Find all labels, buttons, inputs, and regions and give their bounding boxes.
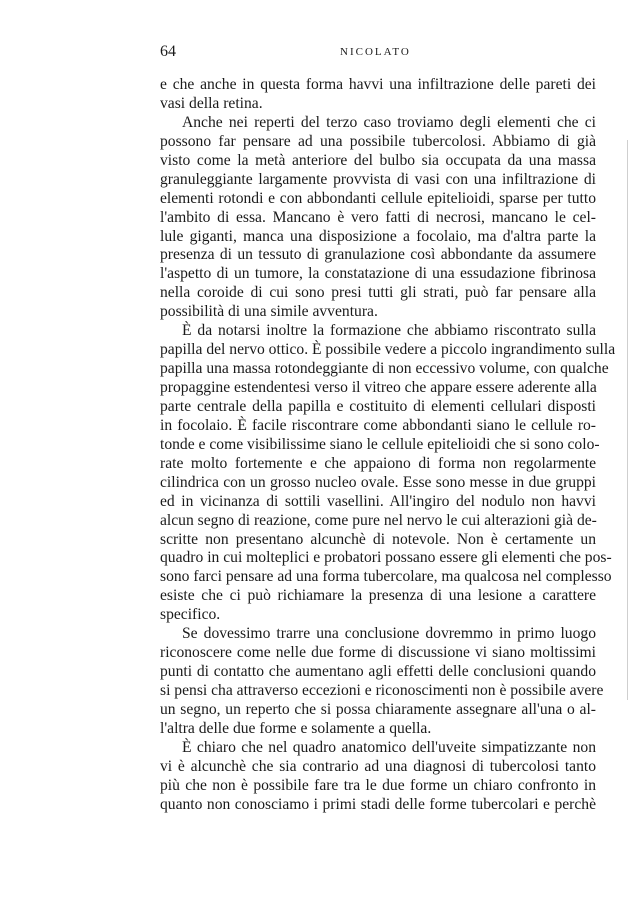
text-line: vi è alcunchè che sia contrario ad una diagnosi di tubercolosi tanto xyxy=(160,757,596,775)
text-line: riconoscere come nelle due forme di discussione vi siano moltissimi xyxy=(160,644,596,662)
scan-edge-shadow xyxy=(627,140,628,700)
text-line: lule giganti, manca una disposizione a focolaio, ma d'altra parte la xyxy=(160,227,596,245)
text-line: Se dovessimo trarre una conclusione dovremmo in primo luogo xyxy=(182,625,596,643)
body-text xyxy=(160,76,616,815)
text-line: cilindrica con un grosso nucleo ovale. Esse sono messe in due gruppi xyxy=(160,473,596,491)
text-line: scritte non presentano alcunchè di notevole. Non è certamente un xyxy=(160,530,596,548)
text-line: e che anche in questa forma havvi una infiltrazione delle pareti dei xyxy=(160,76,596,93)
text-line: papilla una massa rotondeggiante di non eccessivo volume, con qualche xyxy=(160,360,609,378)
text-line: l'aspetto di un tumore, la constatazione di una essudazione fibrinosa xyxy=(160,265,596,283)
text-line: specifico. xyxy=(160,606,221,624)
text-line: È chiaro che nel quadro anatomico dell'uveite simpatizzante non xyxy=(182,738,596,756)
text-line: presenza di un tessuto di granulazione così abbondante da assumere xyxy=(160,246,596,264)
text-line: un segno, un reperto che si possa chiaramente assegnare all'una o al- xyxy=(160,700,596,718)
text-line: possibilità di una simile avventura. xyxy=(160,303,378,321)
text-line: punti di contatto che aumentano agli effetti delle conclusioni quando xyxy=(160,663,596,681)
text-line: papilla del nervo ottico. È possibile vedere a piccolo ingrandimento sulla xyxy=(160,341,616,359)
text-line: più che non è possibile fare tra le due forme un chiaro confronto in xyxy=(160,776,596,794)
text-line: propaggine estendentesi verso il vitreo che appare essere aderente alla xyxy=(160,379,597,396)
text-line: alcun segno di reazione, come pure nel nervo le cui alterazioni già de- xyxy=(160,511,597,529)
text-line: l'ambito di essa. Mancano è vero fatti di necrosi, mancano le cel- xyxy=(160,208,596,226)
text-line: si pensi cha attraverso eccezioni e riconoscimenti non è possibile avere xyxy=(160,682,604,699)
text-line: elementi rotondi e con abbondanti cellule epitelioidi, sparse per tutto xyxy=(160,189,596,207)
text-line: nella coroide di cui sono presi tutti gli strati, può far pensare alla xyxy=(160,284,596,302)
text-line: granuleggiante largamente provvista di vasi con una infiltrazione di xyxy=(160,170,596,188)
text-line: l'altra delle due forme e solamente a quella. xyxy=(160,719,432,737)
text-line: Anche nei reperti del terzo caso troviamo degli elementi che ci xyxy=(182,113,596,131)
text-line: parte centrale della papilla e costituito di elementi cellulari disposti xyxy=(160,397,596,415)
text-line: quanto non conosciamo i primi stadi delle forme tubercolari e perchè xyxy=(160,795,596,813)
text-line: rate molto fortemente e che appaiono di forma non regolarmente xyxy=(160,454,596,472)
text-line: in focolaio. È facile riscontrare come abbondanti siano le cellule ro- xyxy=(160,416,596,434)
text-line: esiste che ci può richiamare la presenza di una lesione a carattere xyxy=(160,587,596,605)
text-line: È da notarsi inoltre la formazione che abbiamo riscontrato sulla xyxy=(182,322,596,340)
text-line: possono far pensare ad una possibile tubercolosi. Abbiamo di già xyxy=(160,132,596,150)
text-line: quadro in cui molteplici e probatori possano essere gli elementi che pos- xyxy=(160,549,612,567)
text-line: sono farci pensare ad una forma tubercolare, ma qualcosa nel complesso xyxy=(160,568,612,586)
text-line: vasi della retina. xyxy=(160,94,263,112)
text-line: ed in vicinanza di sottili vasellini. All'ingiro del nodulo non havvi xyxy=(160,492,596,510)
page-number: 64 xyxy=(160,43,176,60)
running-head: NICOLATO xyxy=(340,46,411,58)
text-line: tonde e come visibilissime siano le cellule epitelioidi che si sono colo- xyxy=(160,435,600,453)
text-line: visto come la metà anteriore del bulbo sia occupata da una massa xyxy=(160,151,596,169)
page-header xyxy=(160,43,596,65)
